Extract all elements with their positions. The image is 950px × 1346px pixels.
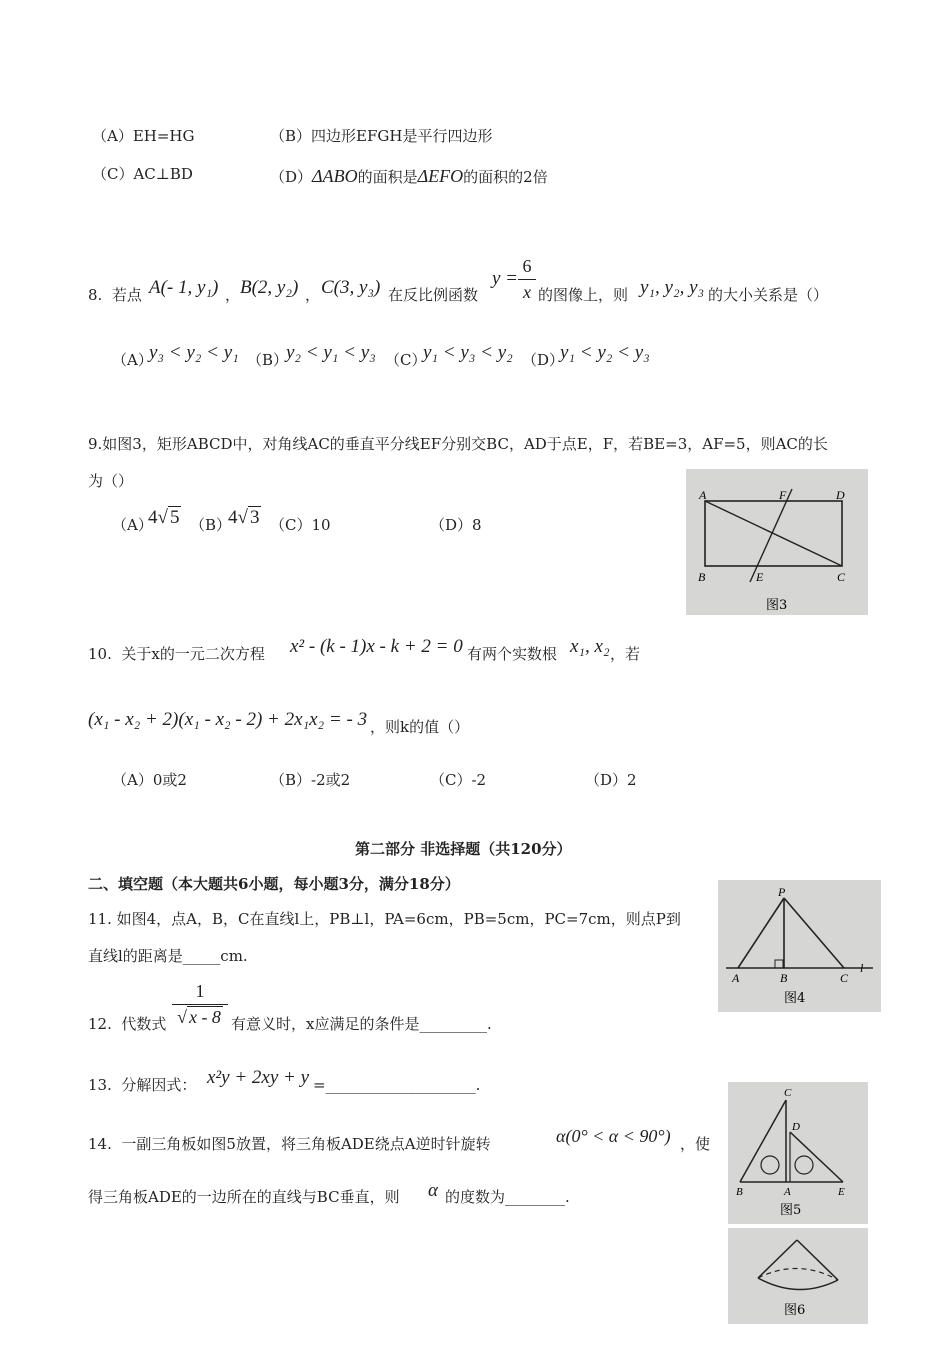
- q13-expression: x²y + 2xy + y: [207, 1067, 310, 1088]
- figure-6-drawing: [728, 1228, 868, 1324]
- q10-text1: 关于x的一元二次方程: [121, 645, 265, 663]
- fig4-label-b: B: [780, 971, 788, 985]
- q7-d-mid: 的面积是: [357, 168, 418, 186]
- q9-opt-d: （D）8: [430, 516, 482, 534]
- fig3-label-c: C: [837, 570, 846, 584]
- q8-opt-d-expr: y₁ < y₂ < y₃: [560, 342, 650, 363]
- q9-opt-b-label: （B）: [190, 516, 232, 534]
- q12-frac-num: 1: [172, 981, 228, 1005]
- q8-text2: 在反比例函数: [388, 286, 479, 304]
- q14-line2b: 的度数为________.: [445, 1188, 570, 1206]
- q10-text4: ，则k的值（）: [370, 718, 470, 736]
- figure-6: [728, 1228, 868, 1324]
- q13-num: 13.: [88, 1076, 112, 1094]
- q14-num-text: [88, 1137, 491, 1152]
- fig3-label-f: F: [779, 488, 787, 502]
- q8-point-a: A(- 1, y₁): [149, 277, 219, 298]
- section-fill-blank: 二、填空题（本大题共6小题，每小题3分，满分18分）: [88, 875, 460, 893]
- q9-opt-b-expr: 4√ 3: [228, 507, 260, 528]
- fig5-label-e: E: [838, 1186, 845, 1198]
- figure-4: [718, 880, 881, 1012]
- q7-d-prefix: （D）: [270, 168, 313, 186]
- q8-text1: 若点: [111, 286, 142, 304]
- q7-option-b: （B）四边形EFGH是平行四边形: [270, 127, 493, 145]
- q9-opt-a-label: （A）: [112, 516, 153, 534]
- q8-line: [88, 288, 142, 303]
- q12-frac-den: √ x - 8: [177, 1007, 221, 1027]
- q8-comma1: ，: [225, 286, 241, 304]
- figure-4-drawing: [718, 880, 881, 1012]
- q8-point-b: B(2, y₂): [240, 277, 299, 298]
- q8-opt-c-label: （C）: [385, 351, 427, 369]
- q12-text1: 代数式: [121, 1015, 167, 1033]
- q7-d-suffix: 的面积的2倍: [463, 168, 548, 186]
- q10-num-text: [88, 647, 265, 662]
- q12-num-text: [88, 1017, 166, 1032]
- q10-text2: 有两个实数根: [467, 645, 558, 663]
- q12-frac-rad: x - 8: [188, 1007, 221, 1027]
- fig5-label-d: D: [792, 1121, 800, 1133]
- q14-line2a: 得三角板ADE的一边所在的直线与BC垂直，则: [88, 1188, 400, 1206]
- q9-line2: 为（）: [88, 472, 134, 490]
- q8-comma2: ，: [305, 286, 321, 304]
- q10-equation: x² - (k - 1)x - k + 2 = 0: [290, 636, 463, 657]
- figure-5: [728, 1082, 868, 1224]
- q13-text1: 分解因式：: [121, 1076, 197, 1094]
- q7-d-math2: ΔEFO: [417, 166, 464, 186]
- q14-text2: ，使: [680, 1135, 711, 1153]
- q7-option-a: （A）EH=HG: [92, 127, 195, 145]
- figure-3: [686, 469, 868, 615]
- q12-fraction: [172, 981, 228, 1028]
- fig4-label-p: P: [778, 885, 786, 899]
- q10-opt-d: （D）2: [585, 771, 637, 789]
- q13-text2: =____________________.: [313, 1076, 481, 1094]
- fig4-label-a: A: [732, 971, 740, 985]
- q8-text4: 的大小关系是（）: [708, 286, 829, 304]
- q8-opt-d-label: （D）: [522, 351, 565, 369]
- fig6-caption: 图6: [784, 1303, 806, 1318]
- fig4-label-l: l: [860, 961, 864, 975]
- q7-d-math1: ΔABO: [312, 166, 358, 186]
- q10-num: 10.: [88, 645, 112, 663]
- fig5-caption: 图5: [780, 1203, 802, 1218]
- q12-text2: 有意义时，x应满足的条件是_________.: [231, 1015, 492, 1033]
- q8-opt-a-label: （A）: [112, 351, 153, 369]
- fig3-label-e: E: [756, 570, 764, 584]
- q7-option-c: （C）AC⊥BD: [92, 165, 193, 183]
- q8-fn-lhs: y =: [492, 268, 519, 289]
- q8-opt-b-expr: y₂ < y₁ < y₃: [286, 342, 376, 363]
- q8-fraction: [518, 256, 536, 303]
- q9-b-coef: 4: [228, 507, 238, 528]
- q9-b-rad: 3: [249, 507, 260, 528]
- q8-opt-c-expr: y₁ < y₃ < y₂: [423, 342, 513, 363]
- q9-a-coef: 4: [148, 507, 158, 528]
- fig4-caption: 图4: [784, 991, 806, 1006]
- q10-text3: ，若: [610, 645, 641, 663]
- q14-angle: α(0° < α < 90°): [556, 1126, 671, 1146]
- fig3-label-d: D: [836, 488, 845, 502]
- q11-line2: 直线l的距离是_____cm.: [88, 947, 248, 965]
- q14-text1: 一副三角板如图5放置，将三角板ADE绕点A逆时针旋转: [121, 1135, 491, 1153]
- q8-opt-b-label: （B）: [247, 351, 289, 369]
- q13-num-text: [88, 1078, 196, 1093]
- fig3-label-b: B: [698, 570, 706, 584]
- q10-roots: x₁, x₂: [570, 636, 610, 657]
- q12-num: 12.: [88, 1015, 112, 1033]
- q10-opt-a: （A）0或2: [112, 771, 187, 789]
- q14-num: 14.: [88, 1135, 112, 1153]
- fig3-label-a: A: [699, 488, 707, 502]
- fig4-label-c: C: [840, 971, 849, 985]
- q8-opt-a-expr: y₃ < y₂ < y₁: [149, 342, 239, 363]
- q8-frac-num: 6: [518, 256, 536, 280]
- q8-vars: y₁, y₂, y₃: [640, 277, 705, 298]
- fig3-caption: 图3: [766, 598, 788, 613]
- fig5-label-c: C: [784, 1087, 792, 1099]
- q9-opt-a-expr: 4√ 5: [148, 507, 180, 528]
- fig5-label-a: A: [784, 1186, 791, 1198]
- q10-opt-b: （B）-2或2: [270, 771, 351, 789]
- q10-opt-c: （C）-2: [430, 771, 487, 789]
- q8-point-c: C(3, y₃): [321, 277, 381, 298]
- fig5-label-b: B: [736, 1186, 743, 1198]
- figure-3-drawing: [686, 469, 868, 615]
- q9-opt-c: （C）10: [270, 516, 331, 534]
- figure-5-drawing: [728, 1082, 868, 1224]
- part2-title: 第二部分 非选择题（共120分）: [355, 840, 572, 858]
- q9-line1: 9.如图3，矩形ABCD中，对角线AC的垂直平分线EF分别交BC，AD于点E，F，若BE=3，AF=5，则AC的长: [88, 435, 828, 453]
- q10-condition: (x₁ - x₂ + 2)(x₁ - x₂ - 2) + 2x₁x₂ = - 3: [88, 709, 368, 730]
- q11-line1: 11. 如图4，点A，B，C在直线l上，PB⊥l，PA=6cm，PB=5cm，PC=7cm，则点P到: [88, 910, 681, 928]
- q8-text3: 的图像上，则: [538, 286, 629, 304]
- q7-option-d: [270, 167, 548, 185]
- q8-num: 8.: [88, 286, 103, 304]
- q8-frac-den: x: [523, 282, 531, 302]
- q9-a-rad: 5: [169, 507, 180, 528]
- q14-alpha: α: [428, 1180, 438, 1201]
